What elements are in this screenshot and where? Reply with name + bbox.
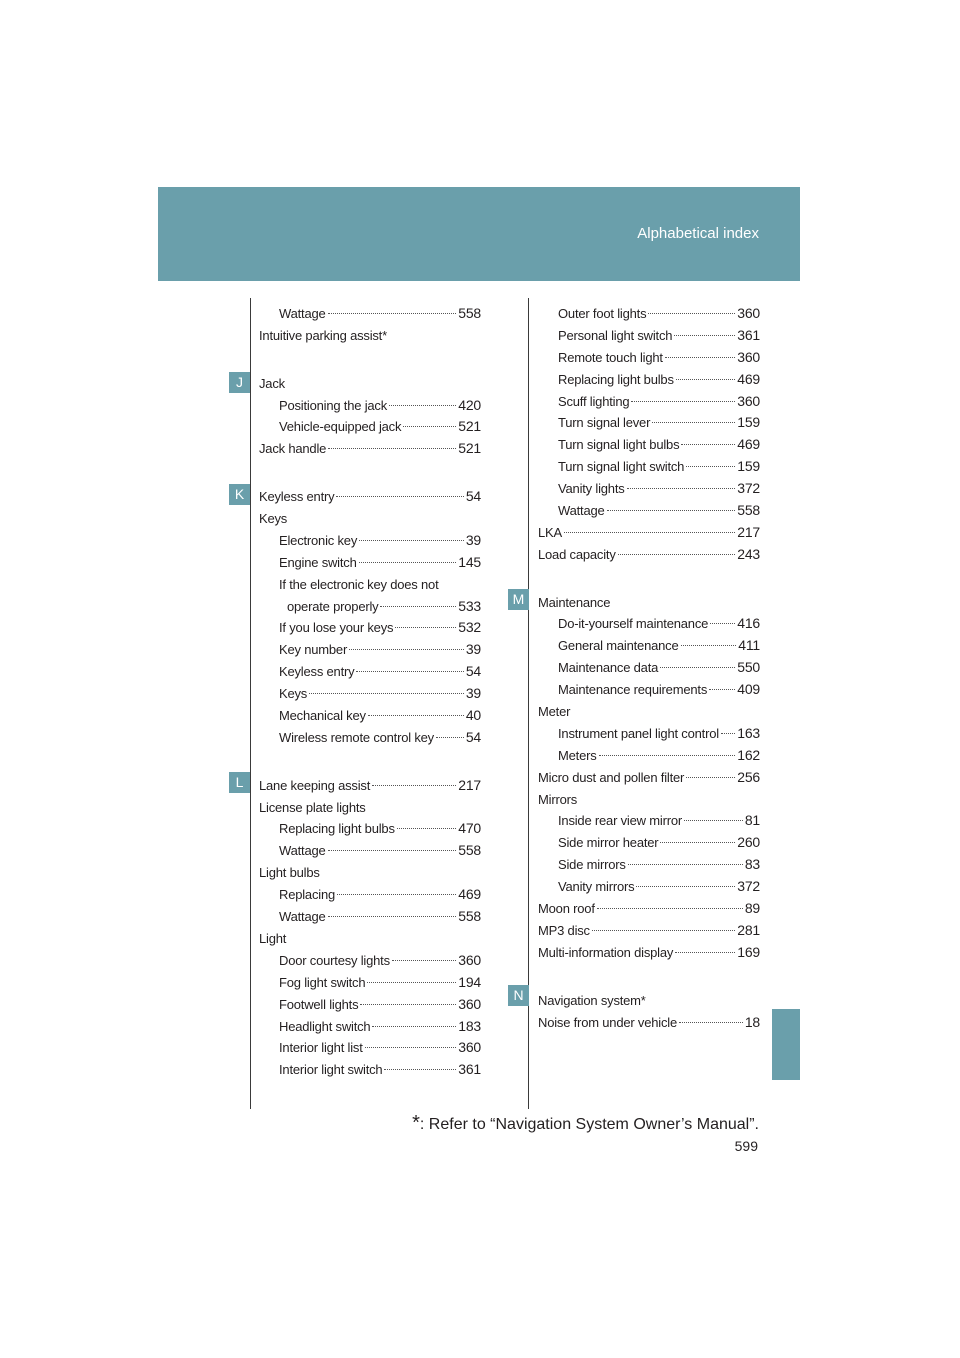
index-entry-page: 558 <box>458 908 481 925</box>
index-entry-term: Wattage <box>279 306 326 321</box>
index-entry-page: 159 <box>737 414 760 431</box>
index-entry-page: 360 <box>458 1039 481 1056</box>
index-column-left <box>259 303 481 1081</box>
index-entry-term: Lane keeping assist <box>259 777 371 793</box>
index-entry <box>538 767 760 789</box>
index-entry <box>259 303 481 325</box>
page-number: 599 <box>734 1138 758 1154</box>
index-entry <box>538 898 760 920</box>
letter-tab-m: M <box>508 589 529 610</box>
header-bar <box>158 187 800 281</box>
index-entry-page: 281 <box>737 921 760 938</box>
index-entry-term: Maintenance requirements <box>558 682 708 698</box>
index-entry-term: Inside rear view mirror <box>558 813 682 829</box>
index-entry <box>538 745 760 767</box>
index-entry-term: General maintenance <box>558 638 679 654</box>
index-entry-term: Keyless entry <box>279 664 355 680</box>
index-entry <box>259 438 481 460</box>
index-entry <box>538 434 760 456</box>
leader-dots <box>660 842 735 843</box>
leader-dots <box>356 671 463 672</box>
index-entry <box>259 552 481 574</box>
index-entry <box>259 639 481 661</box>
index-entry-term: Engine switch <box>279 554 357 570</box>
letter-tab-k: K <box>229 484 250 505</box>
leader-dots <box>360 1004 456 1005</box>
index-entry-page: 163 <box>737 724 760 741</box>
index-entry <box>538 456 760 478</box>
page-title: Alphabetical index <box>637 225 759 242</box>
index-entry <box>259 395 481 417</box>
index-entry <box>259 884 481 906</box>
index-entry-term: Keys <box>259 511 288 527</box>
leader-dots <box>384 1069 456 1070</box>
index-entry <box>259 775 481 797</box>
leader-dots <box>686 466 735 467</box>
leader-dots <box>648 313 735 314</box>
index-entry-page: 360 <box>458 995 481 1012</box>
index-entry-page: 558 <box>737 502 760 519</box>
leader-dots <box>681 645 737 646</box>
index-entry-term: Load capacity <box>538 546 616 562</box>
index-entry <box>259 840 481 862</box>
leader-dots <box>392 960 456 961</box>
leader-dots <box>349 649 464 650</box>
index-entry-term: Mirrors <box>538 791 578 807</box>
index-entry <box>259 727 481 749</box>
leader-dots <box>607 510 736 511</box>
index-entry-page: 372 <box>737 480 760 497</box>
index-entry-term: Wattage <box>279 843 326 859</box>
index-entry-term: Interior light switch <box>279 1062 383 1078</box>
index-entry <box>259 950 481 972</box>
index-entry-term: Turn signal light bulbs <box>558 437 680 453</box>
index-entry-term: Turn signal light switch <box>558 459 685 475</box>
leader-dots <box>328 916 457 917</box>
index-entry-term: Wireless remote control key <box>279 729 434 745</box>
index-entry-page: 169 <box>737 943 760 960</box>
leader-dots <box>372 1026 456 1027</box>
leader-dots <box>328 850 457 851</box>
index-entry-term: Keyless entry <box>259 489 335 505</box>
index-entry-page: 420 <box>458 396 481 413</box>
index-entry <box>538 347 760 369</box>
leader-dots <box>599 755 736 756</box>
index-entry-term: Door courtesy lights <box>279 952 390 968</box>
index-entry-term: Personal light switch <box>558 327 673 343</box>
index-entry <box>538 303 760 325</box>
index-entry-term: Light bulbs <box>259 865 320 881</box>
leader-dots <box>709 689 735 690</box>
letter-tab-l: L <box>229 772 250 793</box>
index-entry-page: 360 <box>737 392 760 409</box>
index-entry-page: 469 <box>458 886 481 903</box>
index-entry-term: Headlight switch <box>279 1018 371 1034</box>
index-entry-page: 81 <box>744 812 760 829</box>
index-entry-page: 361 <box>737 326 760 343</box>
index-entry-term: Noise from under vehicle <box>538 1014 677 1030</box>
index-entry <box>538 635 760 657</box>
leader-dots <box>365 1047 457 1048</box>
footnote-text: : Refer to “Navigation System Owner’s Manual”. <box>419 1116 759 1133</box>
index-entry-page: 18 <box>744 1013 760 1030</box>
index-entry-term: Footwell lights <box>279 996 359 1012</box>
index-entry-page: 470 <box>458 820 481 837</box>
index-entry <box>538 832 760 854</box>
index-entry-page: 54 <box>465 488 481 505</box>
index-entry <box>259 508 481 530</box>
index-entry-page: 260 <box>737 834 760 851</box>
index-entry-term: Intuitive parking assist* <box>259 327 387 343</box>
index-entry <box>538 391 760 413</box>
index-entry-page: 217 <box>737 523 760 540</box>
index-entry-page: 521 <box>458 418 481 435</box>
index-entry <box>538 789 760 811</box>
index-entry-term: Interior light list <box>279 1040 363 1056</box>
leader-dots <box>675 952 735 953</box>
index-entry <box>538 701 760 723</box>
letter-tab-j: J <box>229 372 250 393</box>
index-entry <box>259 373 481 395</box>
leader-dots <box>597 908 743 909</box>
index-entry <box>259 530 481 552</box>
index-entry-term: Wattage <box>279 909 326 925</box>
leader-dots <box>681 444 735 445</box>
index-entry-term: Instrument panel light control <box>558 725 719 741</box>
index-entry <box>538 412 760 434</box>
index-entry-page: 360 <box>737 348 760 365</box>
index-entry-term: Replacing <box>279 887 336 903</box>
index-column-right <box>538 303 760 1033</box>
index-entry-page: 159 <box>737 458 760 475</box>
index-entry <box>538 500 760 522</box>
index-entry-term: If you lose your keys <box>279 620 394 636</box>
index-entry-term: Turn signal lever <box>558 415 651 431</box>
index-entry-term: Jack <box>259 375 285 391</box>
leader-dots <box>665 357 735 358</box>
footnote-star: * <box>412 1112 420 1134</box>
index-entry-term: License plate lights <box>259 799 366 815</box>
index-entry-page: 145 <box>458 553 481 570</box>
index-entry-page: 194 <box>458 973 481 990</box>
index-entry-page: 469 <box>737 436 760 453</box>
leader-dots <box>592 930 735 931</box>
index-entry-page: 256 <box>737 768 760 785</box>
index-entry-page: 54 <box>465 728 481 745</box>
index-entry-page: 360 <box>458 951 481 968</box>
index-entry-term: Remote touch light <box>558 349 663 365</box>
index-entry-page: 558 <box>458 305 481 321</box>
leader-dots <box>436 737 464 738</box>
index-entry-page: 183 <box>458 1017 481 1034</box>
leader-dots <box>309 693 464 694</box>
leader-dots <box>636 886 735 887</box>
index-entry <box>259 486 481 508</box>
index-entry <box>538 723 760 745</box>
index-entry <box>259 705 481 727</box>
leader-dots <box>710 623 735 624</box>
index-entry-term: Mechanical key <box>279 708 366 724</box>
index-entry-term: Keys <box>279 686 308 702</box>
index-entry <box>538 810 760 832</box>
index-entry-page: 39 <box>465 531 481 548</box>
leader-dots <box>395 627 456 628</box>
leader-dots <box>359 562 457 563</box>
index-entry <box>538 679 760 701</box>
index-entry <box>538 544 760 566</box>
index-entry <box>259 683 481 705</box>
leader-dots <box>372 785 456 786</box>
index-entry <box>538 592 760 614</box>
index-entry-term: Wattage <box>558 503 605 519</box>
index-entry-page: 39 <box>465 641 481 658</box>
index-entry <box>538 942 760 964</box>
index-entry <box>259 906 481 928</box>
leader-dots <box>628 864 743 865</box>
leader-dots <box>631 401 735 402</box>
index-entry-term: Light <box>259 930 287 946</box>
index-entry-term: Fog light switch <box>279 974 366 990</box>
index-entry-term: Outer foot lights <box>558 306 647 321</box>
index-entry-page: 409 <box>737 681 760 698</box>
leader-dots <box>403 426 456 427</box>
index-entry-term: Replacing light bulbs <box>558 371 674 387</box>
leader-dots <box>627 488 736 489</box>
leader-dots <box>337 894 456 895</box>
index-entry-term: Side mirror heater <box>558 835 659 851</box>
index-entry-term: Maintenance <box>538 594 611 610</box>
index-entry-term: Replacing light bulbs <box>279 821 395 837</box>
index-entry-term: Micro dust and pollen filter <box>538 769 685 785</box>
leader-dots <box>359 540 464 541</box>
left-divider <box>250 298 251 1109</box>
leader-dots <box>397 828 456 829</box>
index-entry <box>538 1012 760 1034</box>
index-entry-page: 89 <box>744 900 760 917</box>
leader-dots <box>564 532 735 533</box>
footnote <box>412 1112 759 1135</box>
index-entry <box>538 920 760 942</box>
index-entry-term: MP3 disc <box>538 922 590 938</box>
index-entry <box>259 416 481 438</box>
letter-tab-n: N <box>508 985 529 1006</box>
index-entry-page: 469 <box>737 370 760 387</box>
index-entry <box>538 657 760 679</box>
index-entry <box>259 994 481 1016</box>
index-entry-page: 217 <box>458 776 481 793</box>
index-entry-term: Vanity mirrors <box>558 879 635 895</box>
index-entry-term: Moon roof <box>538 901 595 917</box>
index-entry <box>259 661 481 683</box>
index-entry-term: Vehicle-equipped jack <box>279 419 402 435</box>
index-entry-page: 39 <box>465 685 481 702</box>
index-entry <box>259 818 481 840</box>
index-entry-term: Maintenance data <box>558 660 659 676</box>
index-entry <box>259 596 481 618</box>
index-entry-page: 360 <box>737 305 760 321</box>
index-entry <box>538 478 760 500</box>
index-entry-term: operate properly <box>287 598 379 614</box>
index-entry-term: LKA <box>538 524 562 540</box>
index-entry-page: 54 <box>465 663 481 680</box>
index-entry <box>259 972 481 994</box>
leader-dots <box>674 335 735 336</box>
index-entry <box>259 1037 481 1059</box>
index-entry-page: 550 <box>737 659 760 676</box>
index-entry-term: Meter <box>538 704 571 720</box>
index-entry <box>259 325 481 347</box>
index-entry-page: 521 <box>458 440 481 457</box>
index-entry <box>538 876 760 898</box>
leader-dots <box>328 313 457 314</box>
index-entry-page: 361 <box>458 1061 481 1078</box>
index-entry-term: Jack handle <box>259 441 327 457</box>
index-entry-page: 532 <box>458 619 481 636</box>
index-entry-page: 40 <box>465 707 481 724</box>
leader-dots <box>721 733 735 734</box>
leader-dots <box>380 606 456 607</box>
index-entry-page: 411 <box>738 637 760 654</box>
index-entry <box>259 862 481 884</box>
leader-dots <box>368 715 464 716</box>
index-entry-term: Scuff lighting <box>558 393 630 409</box>
index-entry-page: 533 <box>458 597 481 614</box>
index-entry-term: Multi-information display <box>538 944 674 960</box>
index-entry-term: Meters <box>558 747 597 763</box>
index-entry-term: Electronic key <box>279 532 358 548</box>
index-entry <box>259 1016 481 1038</box>
leader-dots <box>336 496 463 497</box>
leader-dots <box>684 820 743 821</box>
index-entry <box>538 369 760 391</box>
leader-dots <box>328 448 456 449</box>
leader-dots <box>679 1022 743 1023</box>
leader-dots <box>389 405 456 406</box>
index-entry <box>259 928 481 950</box>
index-entry-term: Key number <box>279 642 348 658</box>
index-entry-term: If the electronic key does not <box>279 576 439 592</box>
leader-dots <box>686 777 735 778</box>
index-entry-term: Navigation system* <box>538 992 646 1008</box>
index-entry-page: 558 <box>458 842 481 859</box>
index-entry <box>538 522 760 544</box>
index-entry <box>538 325 760 347</box>
index-entry <box>259 574 481 596</box>
section-side-tab <box>772 1009 800 1080</box>
index-entry <box>259 797 481 819</box>
index-entry-page: 416 <box>737 615 760 632</box>
index-entry-term: Vanity lights <box>558 481 625 497</box>
index-entry <box>538 854 760 876</box>
index-entry <box>538 990 760 1012</box>
index-entry <box>538 613 760 635</box>
index-entry-term: Positioning the jack <box>279 397 388 413</box>
leader-dots <box>367 982 456 983</box>
index-entry-term: Side mirrors <box>558 857 626 873</box>
index-entry-page: 372 <box>737 878 760 895</box>
index-entry-page: 83 <box>744 856 760 873</box>
leader-dots <box>676 379 735 380</box>
leader-dots <box>618 554 736 555</box>
index-entry <box>259 617 481 639</box>
index-entry-page: 162 <box>737 746 760 763</box>
index-entry-page: 243 <box>737 545 760 562</box>
leader-dots <box>660 667 735 668</box>
leader-dots <box>652 422 735 423</box>
index-entry <box>259 1059 481 1081</box>
index-entry-term: Do-it-yourself maintenance <box>558 616 709 632</box>
